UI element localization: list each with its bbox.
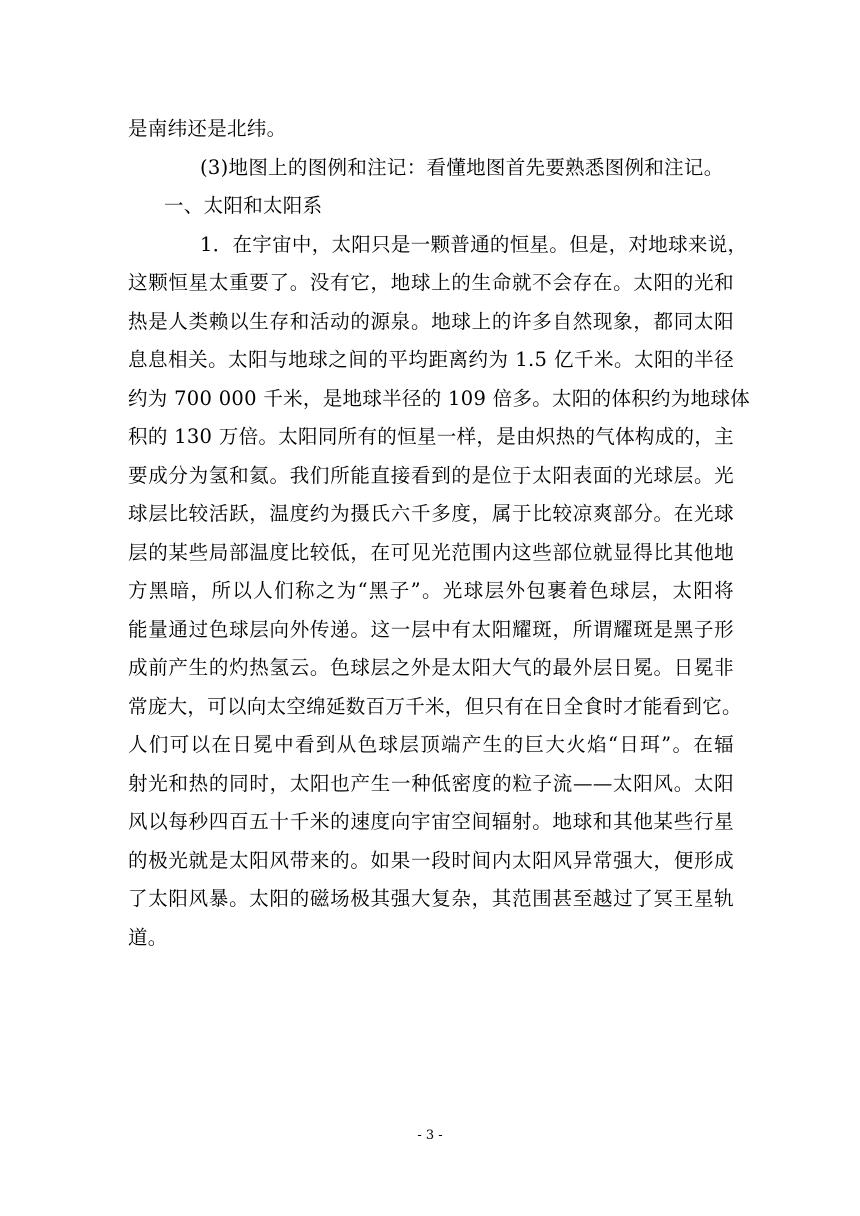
section-heading: 一、太阳和太阳系 bbox=[164, 194, 323, 217]
paragraph-line: 成前产生的灼热氢云。色球层之外是太阳大气的最外层日冕。日冕非 bbox=[128, 656, 734, 679]
paragraph-line: 1．在宇宙中，太阳只是一颗普通的恒星。但是，对地球来说， bbox=[200, 232, 748, 256]
continuation-line: 是南纬还是北纬。 bbox=[128, 117, 287, 140]
paragraph-line: 人们可以在日冕中看到从色球层顶端产生的巨大火焰“日珥”。在辐 bbox=[128, 733, 734, 756]
paragraph-line: 方黑暗，所以人们称之为“黑子”。光球层外包裹着色球层，太阳将 bbox=[128, 579, 734, 602]
paragraph-line: 常庞大，可以向太空绵延数百万千米，但只有在日全食时才能看到它。 bbox=[128, 694, 742, 718]
sun-paragraph bbox=[128, 226, 751, 958]
paragraph-line: 息息相关。太阳与地球之间的平均距离约为 1.5 亿千米。太阳的半径 bbox=[128, 348, 734, 371]
paragraph-line: 能量通过色球层向外传递。这一层中有太阳耀斑，所谓耀斑是黑子形 bbox=[128, 617, 734, 641]
paragraph-line: 的极光就是太阳风带来的。如果一段时间内太阳风异常强大，便形成 bbox=[128, 848, 734, 872]
paragraph-line: 球层比较活跃，温度约为摄氏六千多度，属于比较凉爽部分。在光球 bbox=[128, 502, 734, 525]
paragraph-line: 道。 bbox=[128, 925, 168, 949]
paragraph-line: 了太阳风暴。太阳的磁场极其强大复杂，其范围甚至越过了冥王星轨 bbox=[128, 887, 734, 910]
paragraph-line: 层的某些局部温度比较低，在可见光范围内这些部位就显得比其他地 bbox=[128, 540, 734, 564]
paragraph-line: 积的 130 万倍。太阳同所有的恒星一样，是由炽热的气体构成的，主 bbox=[128, 425, 734, 448]
paragraph-line: 射光和热的同时，太阳也产生一种低密度的粒子流——太阳风。太阳 bbox=[128, 771, 734, 795]
paragraph-line: 约为 700 000 千米，是地球半径的 109 倍多。太阳的体积约为地球体 bbox=[128, 386, 751, 410]
paragraph-line: 热是人类赖以生存和活动的源泉。地球上的许多自然现象，都同太阳 bbox=[128, 309, 734, 333]
map-legend-item: (3)地图上的图例和注记：看懂地图首先要熟悉图例和注记。 bbox=[200, 155, 724, 179]
body-text bbox=[128, 110, 751, 957]
paragraph-line: 要成分为氢和氦。我们所能直接看到的是位于太阳表面的光球层。光 bbox=[128, 463, 734, 487]
page-number: - 3 - bbox=[417, 1128, 443, 1143]
paragraph-line: 风以每秒四百五十千米的速度向宇宙空间辐射。地球和其他某些行星 bbox=[128, 810, 734, 833]
paragraph-line: 这颗恒星太重要了。没有它，地球上的生命就不会存在。太阳的光和 bbox=[128, 271, 734, 294]
